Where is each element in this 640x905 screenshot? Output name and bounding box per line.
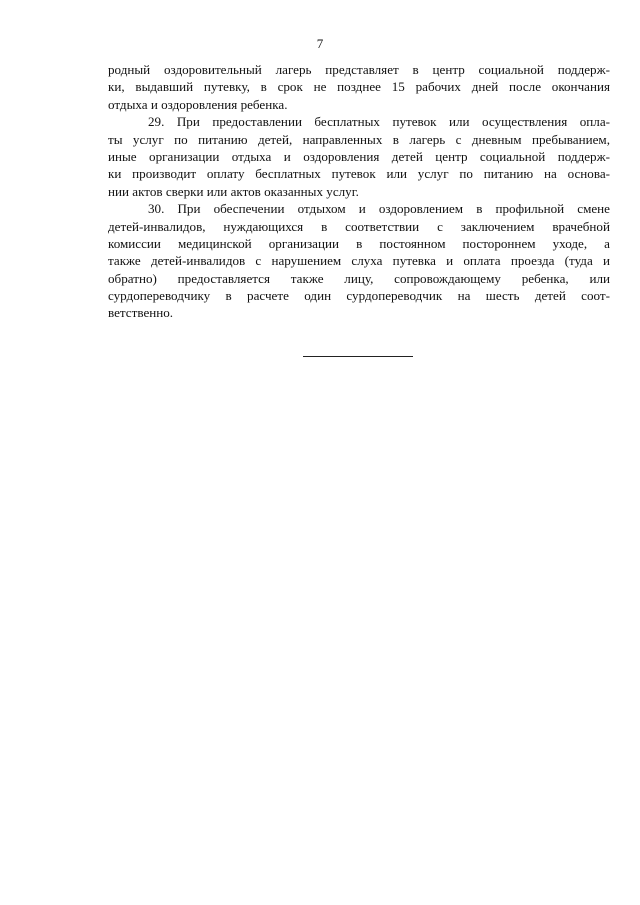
document-body <box>108 61 610 322</box>
paragraph-1-line-1: родный оздоровительный лагерь представляет в центр социальной поддерж- <box>108 62 610 77</box>
paragraph-3-line-6: сурдопереводчику в расчете один сурдопереводчик на шесть детей соот- <box>108 288 610 304</box>
end-of-document-rule <box>303 356 413 357</box>
page-number: 7 <box>316 36 324 51</box>
paragraph-3-line-1: 30. При обеспечении отдыхом и оздоровлением в профильной смене <box>148 201 610 217</box>
paragraph-2-line-4: ки производит оплату бесплатных путевок или услуг по питанию на основа- <box>108 166 610 182</box>
paragraph-3-line-7: ветственно. <box>108 305 174 321</box>
paragraph-3-line-3: комиссии медицинской организации в постоянном постороннем уходе, а <box>108 235 610 251</box>
paragraph-1-line-2: ки, выдавший путевку, в срок не позднее 15 рабочих дней после окончания <box>108 79 610 95</box>
paragraph-3-line-4: также детей-инвалидов с нарушением слуха путевка и оплата проезда (туда и <box>108 253 610 269</box>
paragraph-2-line-1: 29. При предоставлении бесплатных путевок или осуществления опла- <box>148 114 610 130</box>
paragraph-1-line-3: отдыха и оздоровления ребенка. <box>108 96 288 112</box>
paragraph-2-line-2: ты услуг по питанию детей, направленных в лагерь с дневным пребыванием, <box>108 131 610 147</box>
paragraph-2-line-3: иные организации отдыха и оздоровления детей центр социальной поддерж- <box>108 148 610 164</box>
paragraph-3-line-5: обратно) предоставляется также лицу, сопровождающему ребенка, или <box>108 270 610 286</box>
paragraph-3-line-2: детей-инвалидов, нуждающихся в соответствии с заключением врачебной <box>108 218 610 234</box>
paragraph-2-line-5: нии актов сверки или актов оказанных услуг. <box>108 183 359 199</box>
